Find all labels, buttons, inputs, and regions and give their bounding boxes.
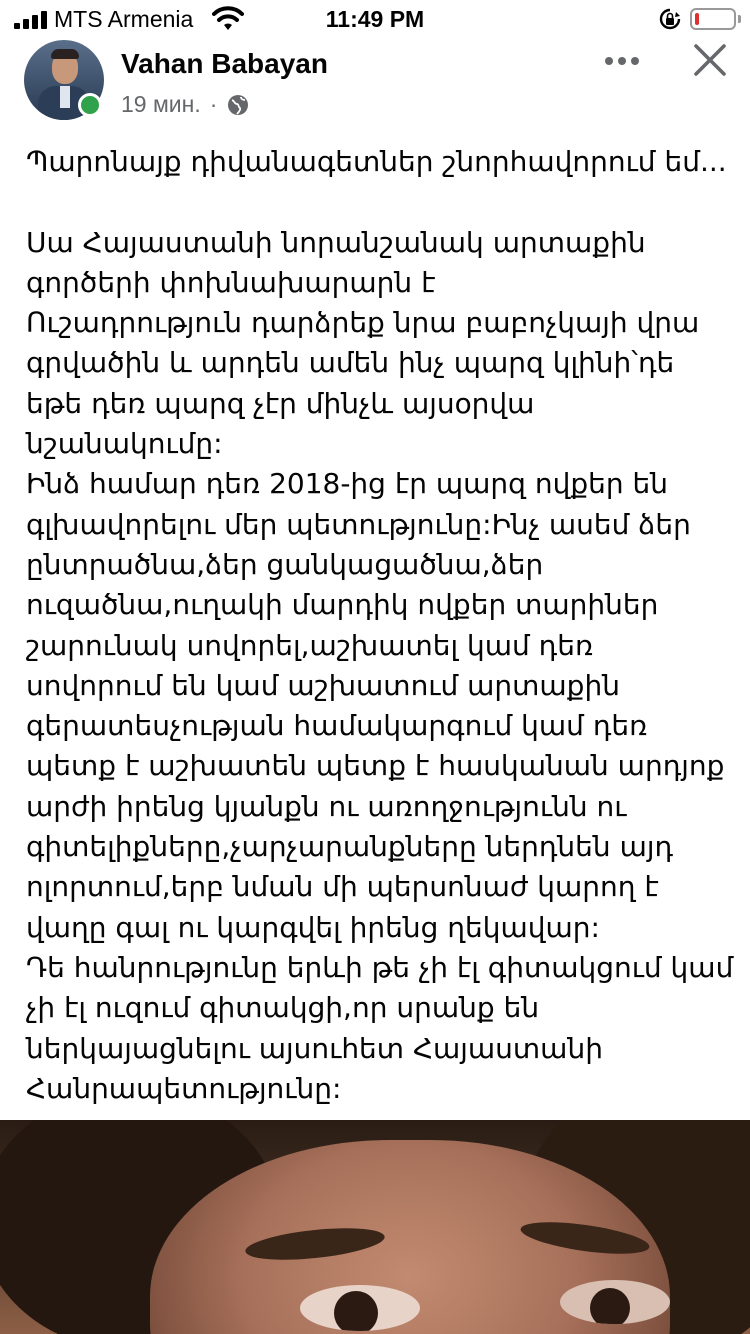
rotation-lock-icon xyxy=(659,8,681,30)
meta-separator: · xyxy=(209,91,218,117)
clock: 11:49 PM xyxy=(325,6,425,32)
post-photo[interactable] xyxy=(0,1120,750,1334)
photo-left-eye xyxy=(300,1285,420,1331)
globe-icon[interactable] xyxy=(226,93,250,117)
close-icon[interactable] xyxy=(690,40,730,80)
battery-level xyxy=(695,13,699,25)
battery-icon xyxy=(690,8,736,30)
status-bar xyxy=(0,0,750,40)
photo-right-eye xyxy=(560,1280,670,1324)
post-time[interactable]: 19 мин. xyxy=(121,91,201,117)
avatar-shirt xyxy=(60,86,70,108)
post-text: Պարոնայք դիվանագետներ շնորհավորում եմ... Սա Հայաստանի նորանշանակ արտաքին գործերի փոխնախարարն է Ուշադրություն դարձրեք նրա բաբոչկայի վրա գրվածին և արդեն ամեն ինչ պարզ կլինի՝դե եթե դեռ պարզ չէր մինչև այսօրվա նշանակումը: Ինձ համար դեռ 2018-ից էր պարզ ովքեր են գլխավորելու մեր պետությունը:Ինչ ասեմ ձեր ընտրածնա,ձեր ցանկացածնա,ձեր ուզածնա,ուղակի մարդիկ ովքեր տարիներ շարունակ սովորել,աշխատել կամ դեռ սովորում են կամ աշխատում արտաքին գերատեսչության համակարգում կամ դեռ պետք է աշխատեն պետք է հասկանան արդյոք արժի իրենց կյանքն ու առողջությունն ու գիտելիքները,չարչարանքները ներդնեն այդ ոլորտում,երբ նման մի պերսոնաժ կարող է վաղը գալ ու կարգվել իրենց ղեկավար: Դե հանրությունը երևի թե չի էլ գիտակցում կամ չի էլ ուզում գիտակցի,որ սրանք են ներկայացնելու այսուհետ Հայաստանի Հանրապետությունը: xyxy=(26,145,734,1105)
carrier-name: MTS Armenia xyxy=(54,6,194,32)
author-name[interactable]: Vahan Babayan xyxy=(121,48,328,79)
battery-nub xyxy=(738,15,741,23)
online-status-indicator xyxy=(78,93,102,117)
avatar-hair xyxy=(51,49,79,59)
post-meta xyxy=(121,91,250,118)
more-options-button[interactable] xyxy=(603,45,641,75)
